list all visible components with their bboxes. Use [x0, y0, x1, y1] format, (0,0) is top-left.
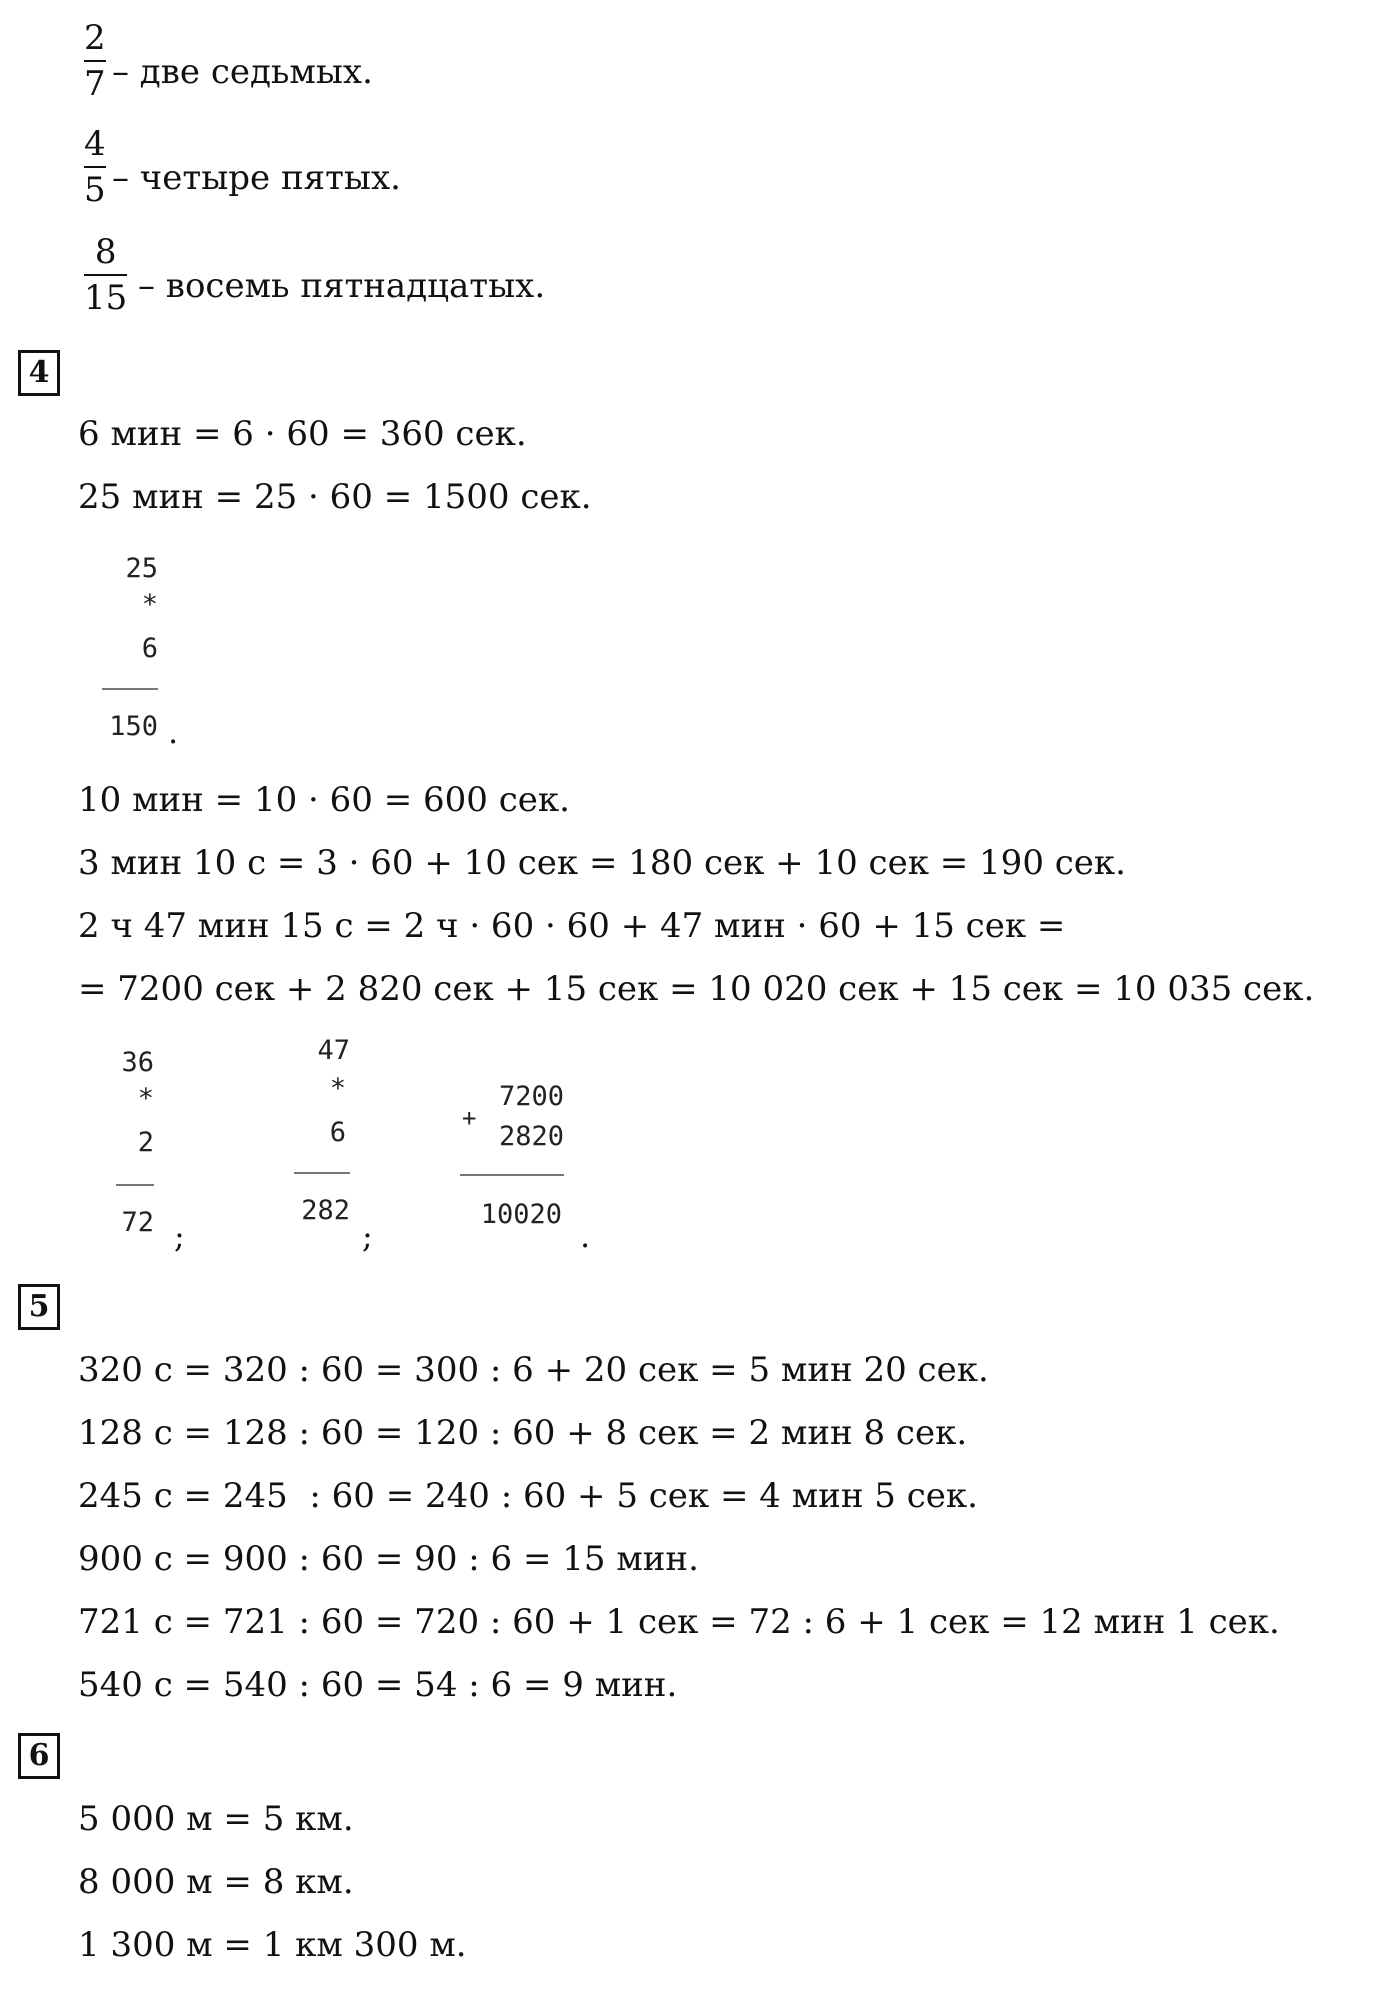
- column-operand: 7200: [498, 1081, 564, 1112]
- column-result: 10020: [480, 1199, 562, 1230]
- fraction-denominator: 5: [84, 170, 106, 210]
- equation-line: 320 с = 320 : 60 = 300 : 6 + 20 сек = 5 мин 20 сек.: [78, 1350, 989, 1390]
- fraction-numerator: 8: [94, 232, 117, 272]
- column-result: 150: [109, 711, 158, 742]
- fraction-bar: [84, 60, 106, 62]
- column-punctuation: .: [168, 713, 179, 751]
- column-punctuation: ;: [362, 1217, 373, 1255]
- column-operator: *: [329, 1073, 346, 1104]
- column-divider: [116, 1184, 154, 1186]
- column-operand: 2820: [498, 1121, 564, 1152]
- equation-line: 6 мин = 6 · 60 = 360 сек.: [78, 414, 527, 454]
- column-operand: 6: [329, 1117, 346, 1148]
- column-operand: 47: [317, 1035, 350, 1066]
- equation-line: 245 с = 245 : 60 = 240 : 60 + 5 сек = 4 мин 5 сек.: [78, 1476, 978, 1516]
- column-divider: [102, 688, 158, 690]
- equation-line: 2 ч 47 мин 15 с = 2 ч · 60 · 60 + 47 мин · 60 + 15 сек =: [78, 906, 1066, 946]
- fraction-bar: [84, 274, 127, 276]
- equation-line: 1 300 м = 1 км 300 м.: [78, 1925, 467, 1965]
- equation-line: 540 с = 540 : 60 = 54 : 6 = 9 мин.: [78, 1665, 678, 1705]
- equation-line: 10 мин = 10 · 60 = 600 сек.: [78, 780, 570, 820]
- column-result: 72: [121, 1207, 154, 1238]
- column-divider: [460, 1174, 564, 1176]
- equation-line: = 7200 сек + 2 820 сек + 15 сек = 10 020 сек + 15 сек = 10 035 сек.: [78, 969, 1315, 1009]
- task-number-badge: 4: [18, 350, 60, 396]
- task-number-badge: 6: [18, 1733, 60, 1779]
- column-punctuation: .: [580, 1217, 591, 1255]
- column-operand: 25: [125, 553, 158, 584]
- fraction-8-15: [84, 232, 127, 318]
- fraction-numerator: 4: [84, 124, 106, 164]
- column-divider: [294, 1172, 350, 1174]
- column-operator: +: [462, 1104, 477, 1132]
- column-operand: 2: [137, 1127, 154, 1158]
- equation-line: 3 мин 10 с = 3 · 60 + 10 сек = 180 сек + 10 сек = 190 сек.: [78, 843, 1126, 883]
- fraction-bar: [84, 166, 106, 168]
- fraction-text: – восемь пятнадцатых.: [138, 266, 546, 306]
- column-operand: 36: [121, 1047, 154, 1078]
- equation-line: 25 мин = 25 · 60 = 1500 сек.: [78, 477, 592, 517]
- fraction-2-7: [84, 18, 106, 104]
- column-operand: 6: [141, 633, 158, 664]
- equation-line: 721 с = 721 : 60 = 720 : 60 + 1 сек = 72 : 6 + 1 сек = 12 мин 1 сек.: [78, 1602, 1280, 1642]
- fraction-denominator: 7: [84, 64, 106, 104]
- fraction-numerator: 2: [84, 18, 106, 58]
- equation-line: 900 с = 900 : 60 = 90 : 6 = 15 мин.: [78, 1539, 699, 1579]
- column-operator: *: [137, 1083, 154, 1114]
- fraction-4-5: [84, 124, 106, 210]
- equation-line: 8 000 м = 8 км.: [78, 1862, 354, 1902]
- fraction-denominator: 15: [84, 278, 128, 318]
- column-result: 282: [301, 1195, 350, 1226]
- fraction-text: – две седьмых.: [112, 52, 373, 92]
- equation-line: 128 с = 128 : 60 = 120 : 60 + 8 сек = 2 мин 8 сек.: [78, 1413, 968, 1453]
- column-punctuation: ;: [174, 1217, 185, 1255]
- task-number-badge: 5: [18, 1284, 60, 1330]
- column-operator: *: [141, 589, 158, 620]
- fraction-text: – четыре пятых.: [112, 158, 401, 198]
- equation-line: 5 000 м = 5 км.: [78, 1799, 354, 1839]
